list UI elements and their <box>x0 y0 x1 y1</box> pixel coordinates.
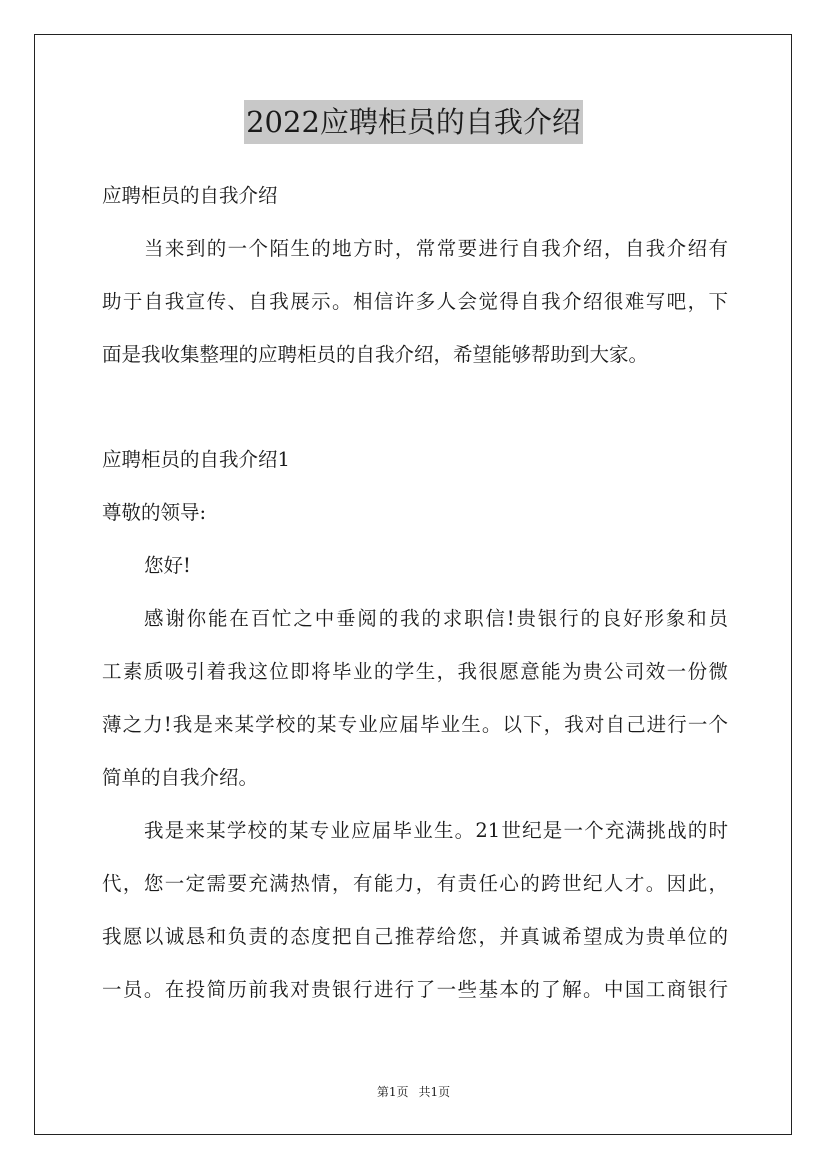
document-title: 2022应聘柜员的自我介绍 <box>244 100 583 144</box>
paragraph-line: 简单的自我介绍。 <box>102 766 259 789</box>
intro-line: 面是我收集整理的应聘柜员的自我介绍，希望能够帮助到大家。 <box>102 343 649 366</box>
title-area <box>0 100 827 144</box>
subtitle: 应聘柜员的自我介绍 <box>102 184 278 207</box>
intro-line: 助于自我宣传、自我展示。相信许多人会觉得自我介绍很难写吧，下 <box>102 290 728 313</box>
paragraph-gap <box>102 381 728 433</box>
intro-line: 当来到的一个陌生的地方时，常常要进行自我介绍，自我介绍有 <box>144 237 728 260</box>
paragraph-line: 薄之力!我是来某学校的某专业应届毕业生。以下，我对自己进行一个 <box>102 713 728 736</box>
paragraph-line: 一员。在投简历前我对贵银行进行了一些基本的了解。中国工商银行 <box>102 978 728 1001</box>
paragraph-line: 感谢你能在百忙之中垂阅的我的求职信!贵银行的良好形象和员 <box>144 607 728 630</box>
document-body <box>102 169 728 1016</box>
paragraph-line: 代，您一定需要充满热情，有能力，有责任心的跨世纪人才。因此， <box>102 872 728 895</box>
greeting: 您好! <box>144 554 191 577</box>
paragraph-line: 我是来某学校的某专业应届毕业生。21世纪是一个充满挑战的时 <box>144 819 728 842</box>
section-heading: 应聘柜员的自我介绍1 <box>102 448 290 471</box>
page-footer <box>0 1083 827 1100</box>
salutation: 尊敬的领导: <box>102 501 207 524</box>
page-number: 第1页 <box>376 1085 409 1099</box>
paragraph-line: 我愿以诚恳和负责的态度把自己推荐给您，并真诚希望成为贵单位的 <box>102 925 728 948</box>
page-total: 共1页 <box>418 1085 451 1099</box>
paragraph-line: 工素质吸引着我这位即将毕业的学生，我很愿意能为贵公司效一份微 <box>102 660 728 683</box>
